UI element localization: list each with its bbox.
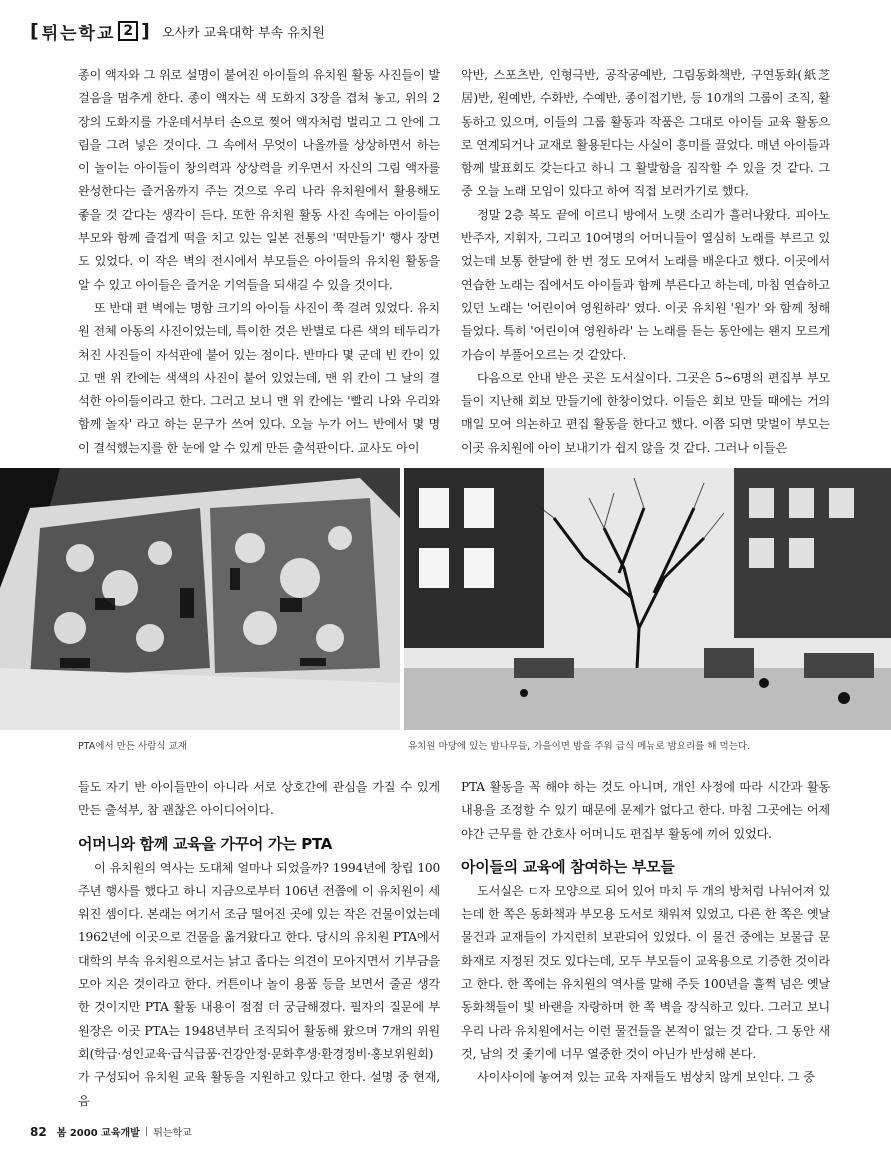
paragraph: 다음으로 안내 받은 곳은 도서실이다. 그곳은 5~6명의 편집부 부모들이 지난해 회보 만들기에 한창이었다. 이들은 회보 만들 때에는 거의 매일 모여 의논하고 편집 활동을 한다고 했다. 이쯤 되면 맞벌이 부모는 이곳 유치원에 아이 보내기가 쉽지 않을 것 같다. 그러나 이들은 — [461, 370, 830, 455]
paragraph: 도서실은 ㄷ자 모양으로 되어 있어 마치 두 개의 방처럼 나뉘어져 있는데 한 쪽은 동화책과 부모용 도서로 채워져 있었고, 다른 한 쪽은 옛날 물건과 교재들이 가지런히 보관되어 있었다. 이 물건 중에는 보물급 문화재로 지정된 것도 있다는데, 모두 부모들이 교육용으로 기증한 것이라고 한다. 한 쪽에는 유치원의 역사를 말해 주듯 100년을 훌쩍 넘은 옛날 동화책들이 빛 바랜을 자랑하며 한 쪽 벽을 장식하고 있다. 그러고 보니 우리 나라 유치원에서는 이런 물건들을 본적이 없는 것 같다. 그 동안 새 것, 남의 것 좇기에 너무 열중한 것이 아닌가 반성해 본다. — [461, 883, 830, 1061]
column-upper-right — [461, 64, 830, 460]
paragraph: 사이사이에 놓여져 있는 교육 자재들도 범상치 않게 보인다. 그 중 — [477, 1070, 815, 1085]
series-title: 튀는학교 — [41, 23, 116, 44]
page-header — [30, 18, 325, 44]
photo-caption-right: 유치원 마당에 있는 밤나무들, 가을이면 밤을 주워 급식 메뉴로 밤요리를 해 먹는다. — [408, 741, 751, 752]
paragraph: 정말 2층 복도 끝에 이르니 방에서 노랫 소리가 흘러나왔다. 피아노 반주자, 지휘자, 그리고 10여명의 어머니들이 열심히 노래를 부르고 있었는데 보통 한달에 한 번 정도 모여서 노래를 배운다고 했다. 이곳에서 연습한 노래는 집에서도 아이들과 함께 부른다고 하는데, 마침 연습하고 있던 노래는 '어린이여 영원하라' 였다. 이곳 유치원 '원가' 와 함께 청해 들었다. 특히 '어린이여 영원하라' 는 노래를 듣는 동안에는 왠지 모르게 가슴이 부풀어오르는 것 같았다. — [461, 207, 830, 362]
magazine-name: 봄 2000 교육개발 — [56, 1128, 140, 1139]
paragraph: 종이 액자와 그 위로 설명이 붙여진 아이들의 유치원 활동 사진들이 발걸음을 멈추게 한다. 종이 액자는 색 도화지 3장을 겹쳐 놓고, 위의 2장의 도화지를 가운데서부터 손으로 찢어 액자처럼 벌리고 그 안에 그림을 그려 넣은 것이다. 그 속에서 무엇이 나올까를 상상하면서 하는 이 놀이는 아이들이 창의력과 상상력을 키우면서 자신의 그림 액자를 완성한다는 즐거움까지 주는 것으로 우리 나라 유치원에서 활용해도 좋을 것 같다는 생각이 든다. 또한 유치원 활동 사진 속에는 아이들이 부모와 함께 즐겁게 떡을 치고 있는 일본 전통의 '떡만들기' 행사 장면도 있었다. 이 작은 벽의 전시에서 부모들은 아이들의 유치원 활동을 알 수 있고 아이들은 즐거운 기억들을 되새길 수 있을 것이다. — [78, 68, 440, 292]
header-bracket-close: ] — [141, 20, 150, 42]
page-footer — [30, 1124, 192, 1139]
footer-section: 튀는학교 — [153, 1128, 192, 1139]
column-lower-right — [461, 776, 830, 1090]
paragraph: PTA 활동을 꼭 해야 하는 것도 아니며, 개인 사정에 따라 시간과 활동 내용을 조정할 수 있기 때문에 문제가 없다고 한다. 마침 그곳에는 어제 야간 근무를 한 간호사 어머니도 편집부 활동에 끼어 있었다. — [461, 780, 830, 841]
paragraph: 악반, 스포츠반, 인형극반, 공작공예반, 그림동화책반, 구연동화(紙芝居)반, 원예반, 수화반, 수예반, 종이접기반, 등 10개의 그룹이 조직, 활동하고 있으며, 이들의 그룹 활동과 작품은 그대로 아이들 교육 활동으로 연계되거나 교재로 활용된다는 사실이 흥미를 끌었다. 매년 아이들과 함께 발표회도 갖는다고 하니 그 활발함을 짐작할 수 있을 것 같다. 그 중 오늘 노래 모임이 있다고 하여 직접 보러가기로 했다. — [461, 68, 830, 199]
section-heading-parents: 아이들의 교육에 참여하는 부모들 — [461, 857, 675, 876]
paragraph: 이 유치원의 역사는 도대체 얼마나 되었을까? 1994년에 창립 100주년 행사를 했다고 하니 지금으로부터 106년 전쯤에 이 유치원이 세워진 셈이다. 본래는 여기서 조금 떨어진 곳에 있는 작은 건물이었는데 1962년에 이곳으로 건물을 옮겨왔다고 한다. 당시의 유치원 PTA에서 대학의 부속 유치원으로서는 낡고 좁다는 의견이 모아지면서 기부금을 모아 지은 것이라고 한다. 커튼이나 놀이 용품 등을 보면서 줄곧 생각한 것이지만 PTA 활동 내용이 점점 더 궁금해졌다. 필자의 질문에 부원장은 이곳 PTA는 1948년부터 조직되어 활동해 왔으며 7개의 위원회(학급·성인교육·급식급품·건강안정·문화후생·환경정비·홍보위원회)가 구성되어 유치원 교육 활동을 지원하고 있다고 한다. 설명 중 현재, 음 — [78, 860, 440, 1108]
paragraph: 들도 자기 반 아이들만이 아니라 서로 상호간에 관심을 가질 수 있게 만든 출석부, 참 괜찮은 아이디어이다. — [78, 780, 440, 818]
footer-separator: | — [144, 1126, 149, 1137]
photo-caption-left: PTA에서 만든 사람식 교재 — [78, 741, 187, 752]
paragraph: 또 반대 편 벽에는 명함 크기의 아이들 사진이 쭉 걸려 있었다. 유치원 전체 아동의 사진이었는데, 특이한 것은 반별로 다른 색의 테두리가 쳐진 사진들이 자석판에 붙어 있는 점이다. 반마다 몇 군데 빈 칸이 있고 맨 위 칸에는 색색의 사진이 붙어 있었는데, 맨 위 칸이 그 날의 결석한 아이들이라고 한다. 그러고 보니 맨 위 칸에는 '빨리 나와 우리와 함께 놀자' 라고 하는 문구가 쓰여 있다. 오늘 누가 어느 반에서 몇 명이 결석했는지를 한 눈에 알 수 있게 만든 출석판이다. 교사도 아이 — [78, 300, 440, 455]
photo-kindergarten-yard — [404, 468, 891, 730]
series-number: 2 — [118, 21, 138, 41]
header-bracket-open: [ — [30, 20, 39, 42]
photo-pta-teaching-material — [0, 468, 400, 730]
column-upper-left — [78, 64, 440, 460]
page-number: 82 — [30, 1124, 47, 1139]
column-lower-left — [78, 776, 440, 1113]
section-heading-pta: 어머니와 함께 교육을 가꾸어 가는 PTA — [78, 834, 333, 853]
article-subtitle: 오사카 교육대학 부속 유치원 — [161, 25, 325, 41]
